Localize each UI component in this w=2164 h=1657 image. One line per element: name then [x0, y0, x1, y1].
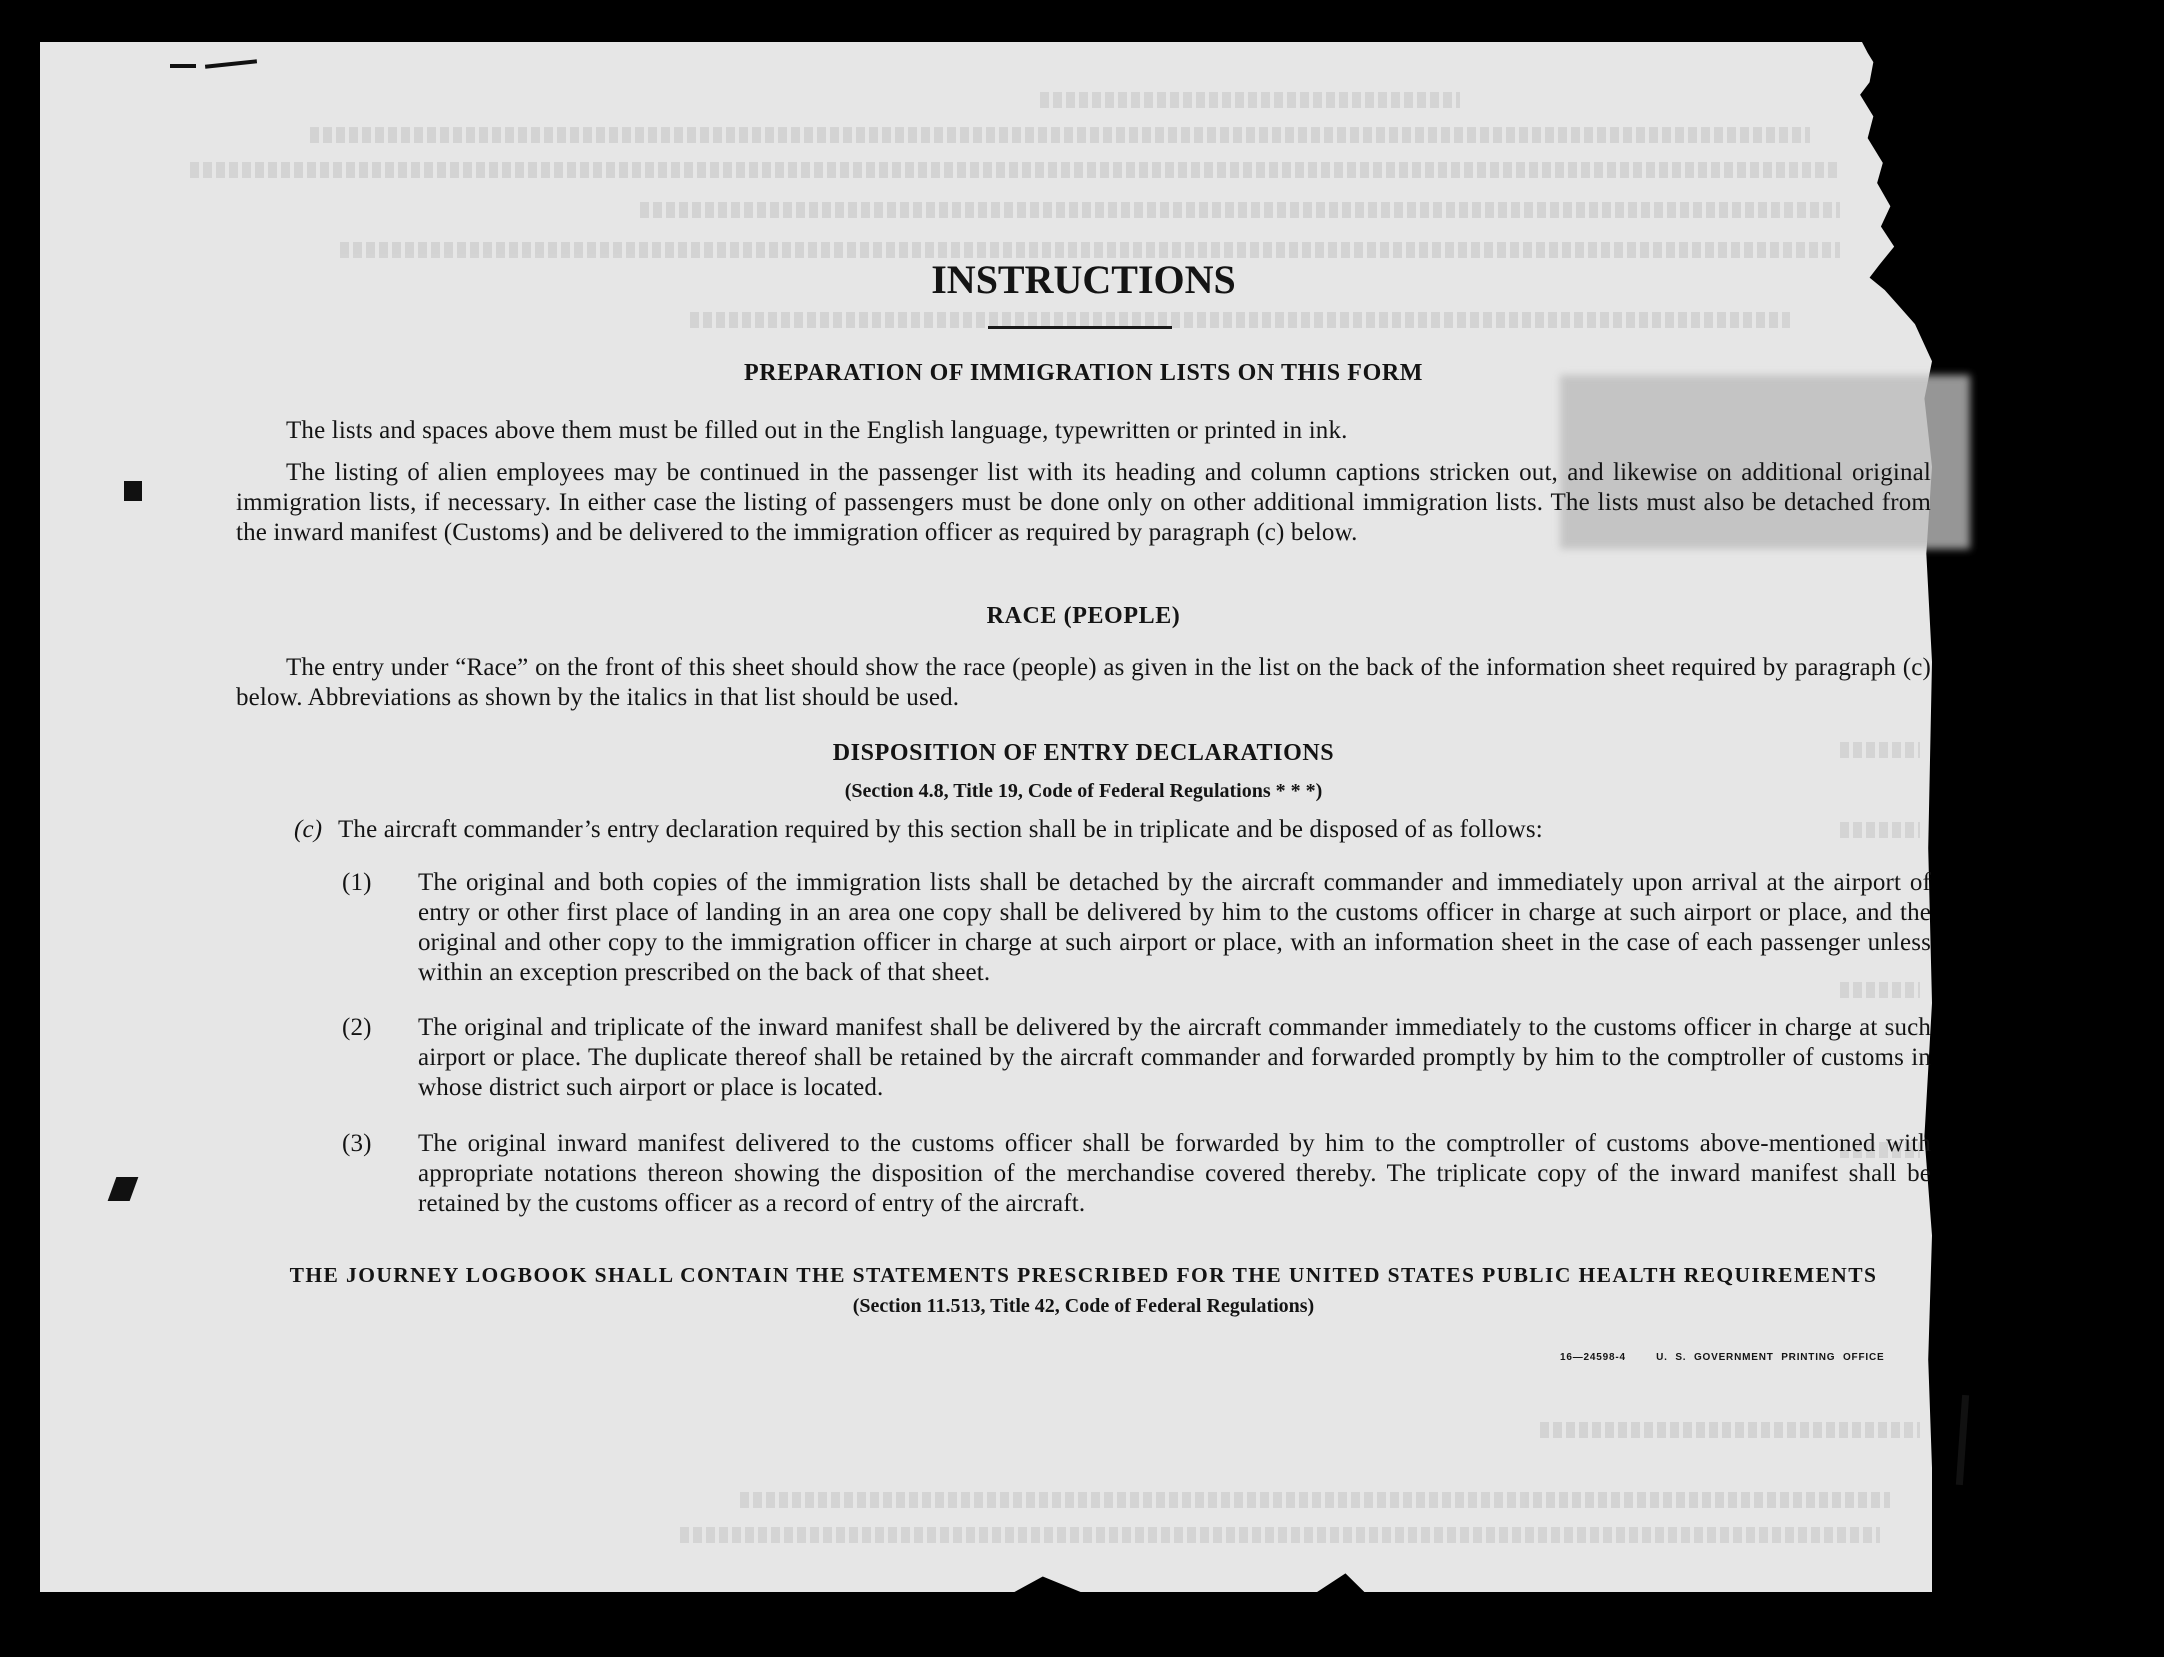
intro-text: The aircraft commander’s entry declaration required by this section shall be in triplicate and be disposed of as follows: [338, 816, 1543, 843]
item-text: The original and triplicate of the inward manifest shall be delivered by the aircraft commander immediately to the customs officer in charge at such airport or place. The duplicate thereof shall be retained by the aircraft commander and forwarded promptly by him to the comptroller of customs in whose district such airport or place is located. [418, 1014, 1931, 1101]
item-number: (3) [342, 1130, 372, 1157]
race-paragraph [236, 653, 1931, 713]
printer-mark [1560, 1352, 1910, 1363]
printer-office: U. S. GOVERNMENT PRINTING OFFICE [1656, 1352, 1885, 1363]
title-underline [988, 326, 1172, 329]
preparation-paragraph-2 [236, 458, 1931, 548]
disposition-item-2 [342, 1013, 1931, 1103]
race-paragraph-text: The entry under “Race” on the front of this sheet should show the race (people) as given in the list on the back of the information sheet required by paragraph (c) below. Abbreviations as shown by the italics in that list should be used. [236, 654, 1931, 711]
item-text: The original inward manifest delivered to the customs officer shall be forwarded by him to the comptroller of customs above-mentioned with appropriate notations thereon showing the disposition of the merchandise covered thereby. The triplicate copy of the inward manifest shall be retained by the customs officer as a record of entry of the aircraft. [418, 1130, 1931, 1217]
logbook-citation: (Section 11.513, Title 42, Code of Federal Regulations) [852, 1295, 1315, 1317]
disposition-item-3 [342, 1129, 1931, 1219]
race-heading: RACE (PEOPLE) [986, 603, 1181, 629]
item-number: (2) [342, 1014, 372, 1041]
disposition-heading: DISPOSITION OF ENTRY DECLARATIONS [832, 740, 1335, 766]
preparation-paragraph-1-text: The lists and spaces above them must be filled out in the English language, typewritten or printed in ink. [286, 417, 1348, 444]
printer-code: 16—24598-4 [1560, 1352, 1626, 1363]
disposition-item-1 [342, 868, 1931, 988]
disposition-intro [294, 815, 1928, 845]
intro-label: (c) [294, 816, 323, 843]
document-title: INSTRUCTIONS [931, 257, 1236, 302]
item-number: (1) [342, 869, 372, 896]
preparation-heading: PREPARATION OF IMMIGRATION LISTS ON THIS FORM [743, 360, 1424, 386]
disposition-citation: (Section 4.8, Title 19, Code of Federal Regulations * * *) [844, 780, 1323, 802]
preparation-paragraph-1 [236, 416, 1931, 446]
preparation-paragraph-2-text: The listing of alien employees may be continued in the passenger list with its heading and column captions stricken out, and likewise on additional original immigration lists, if necessary. In either case the listing of passengers must be done only on other additional immigration lists. The lists must also be detached from the inward manifest (Customs) and be delivered to the immigration officer as required by paragraph (c) below. [236, 459, 1931, 546]
item-text: The original and both copies of the immigration lists shall be detached by the aircraft commander and immediately upon arrival at the airport of entry or other first place of landing in an area one copy shall be delivered by him to the customs officer in charge at such airport or place, and the original and other copy to the immigration officer in charge at such airport or place, with an information sheet in the case of each passenger unless within an exception prescribed on the back of that sheet. [418, 869, 1931, 986]
logbook-statement: THE JOURNEY LOGBOOK SHALL CONTAIN THE STATEMENTS PRESCRIBED FOR THE UNITED STATES PUBLIC HEALTH REQUIREMENTS [289, 1263, 1878, 1287]
